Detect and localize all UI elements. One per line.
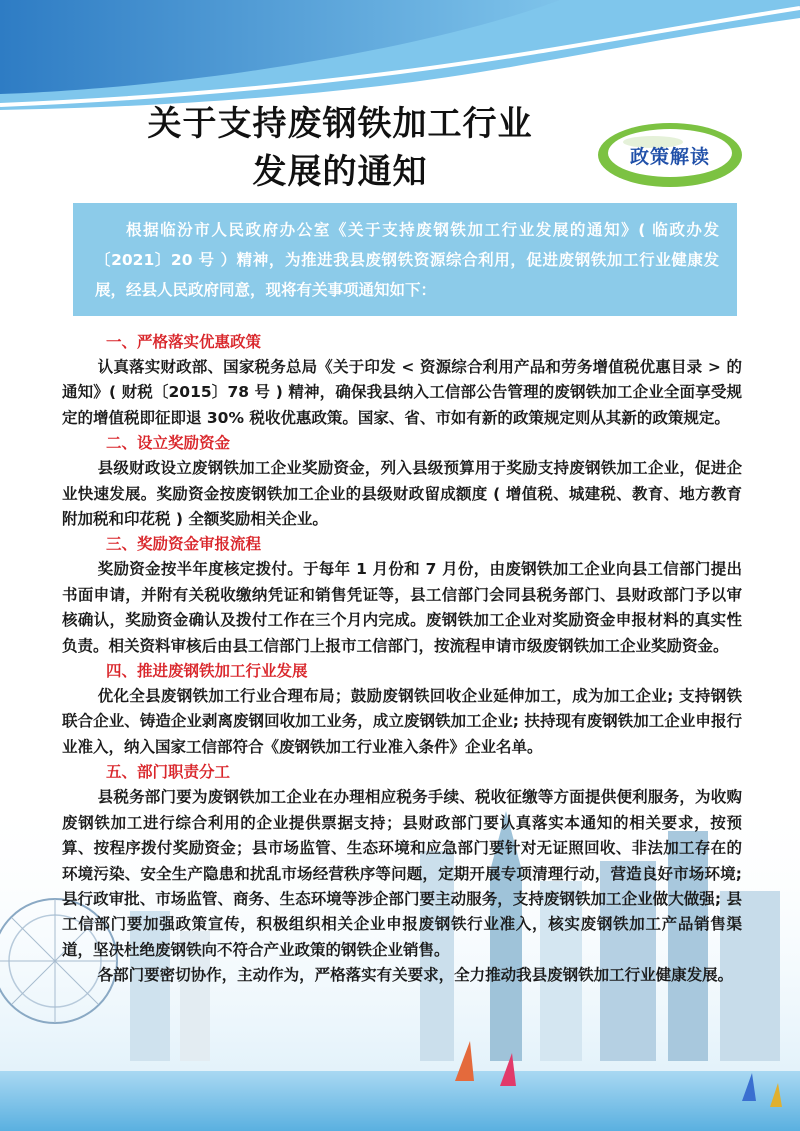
policy-interpretation-badge — [595, 120, 745, 190]
title-line-2: 发展的通知 — [252, 152, 428, 192]
notice-body — [62, 330, 742, 989]
document-title — [60, 100, 620, 196]
intro-box: 根据临汾市人民政府办公室《关于支持废钢铁加工行业发展的通知》( 临政办发〔2021〕20 号 ）精神，为推进我县废钢铁资源综合利用，促进废钢铁加工行业健康发展，经县人民政府同意，现将有关事项通知如下： — [73, 203, 737, 316]
section-title: 二、设立奖励资金 — [106, 434, 231, 453]
section-title: 一、严格落实优惠政策 — [106, 333, 262, 351]
section-paragraph: 县级财政设立废钢铁加工企业奖励资金，列入县级预算用于奖励支持废钢铁加工企业，促进企业快速发展。奖励资金按废钢铁加工企业的县级财政留成额度 ( 增值税、城建税、教育、地方教育附加税和印花税 ) 全额奖励相关企业。 — [62, 459, 742, 529]
section-paragraph: 县税务部门要为废钢铁加工企业在办理相应税务手续、税收征缴等方面提供便利服务，为收购废钢铁加工进行综合利用的企业提供票据支持；县财政部门要认真落实本通知的相关要求，按预算、按程序拨付奖励资金；县市场监管、生态环境和应急部门要针对无证照回收、非法加工存在的环境污染、安全生产隐患和扰乱市场经营秩序等问题，定期开展专项清理行动，营造良好市场环境; 县行政审批、市场监管、商务、生态环境等涉企部门要主动服务，支持废钢铁加工企业做大做强; 县工信部门要加强政策宣传，积极组织相关企业申报废钢铁行业准入，核实废钢铁加工产品销售渠道，坚决杜绝废钢铁向不符合产业政策的钢铁企业销售。 — [62, 788, 742, 959]
section-paragraph: 优化全县废钢铁加工行业合理布局；鼓励废钢铁回收企业延伸加工，成为加工企业; 支持钢铁联合企业、铸造企业剥离废钢回收加工业务，成立废钢铁加工企业; 扶持现有废钢铁加工企业申报行业准入，纳入国家工信部符合《废钢铁加工行业准入条件》企业名单。 — [62, 687, 742, 756]
section-title: 三、奖励资金审报流程 — [106, 535, 262, 554]
section-paragraph: 认真落实财政部、国家税务总局《关于印发 < 资源综合利用产品和劳务增值税优惠目录 > 的通知》( 财税〔2015〕78 号 ) 精神，确保我县纳入工信部公告管理的废钢铁加工企业全面享受规定的增值税即征即退 30% 税收优惠政策。国家、省、市如有新的政策规定则从其新的政策规定。 — [62, 358, 742, 427]
badge-label: 政策解读 — [629, 145, 710, 168]
title-line-1: 关于支持废钢铁加工行业 — [147, 104, 533, 144]
closing-paragraph: 各部门要密切协作，主动作为，严格落实有关要求，全力推动我县废钢铁加工行业健康发展。 — [97, 966, 734, 985]
section-paragraph: 奖励资金按半年度核定拨付。于每年 1 月份和 7 月份，由废钢铁加工企业向县工信部门提出书面申请，并附有关税收缴纳凭证和销售凭证等，县工信部门会同县税务部门、县财政部门予以审核确认，奖励资金确认及拨付工作在三个月内完成。废钢铁加工企业对奖励资金申报材料的真实性负责。相关资料审核后由县工信部门上报市工信部门，按流程申请市级废钢铁加工企业奖励资金。 — [62, 560, 742, 655]
section-title: 五、部门职责分工 — [106, 763, 231, 782]
section-title: 四、推进废钢铁加工行业发展 — [106, 662, 308, 681]
